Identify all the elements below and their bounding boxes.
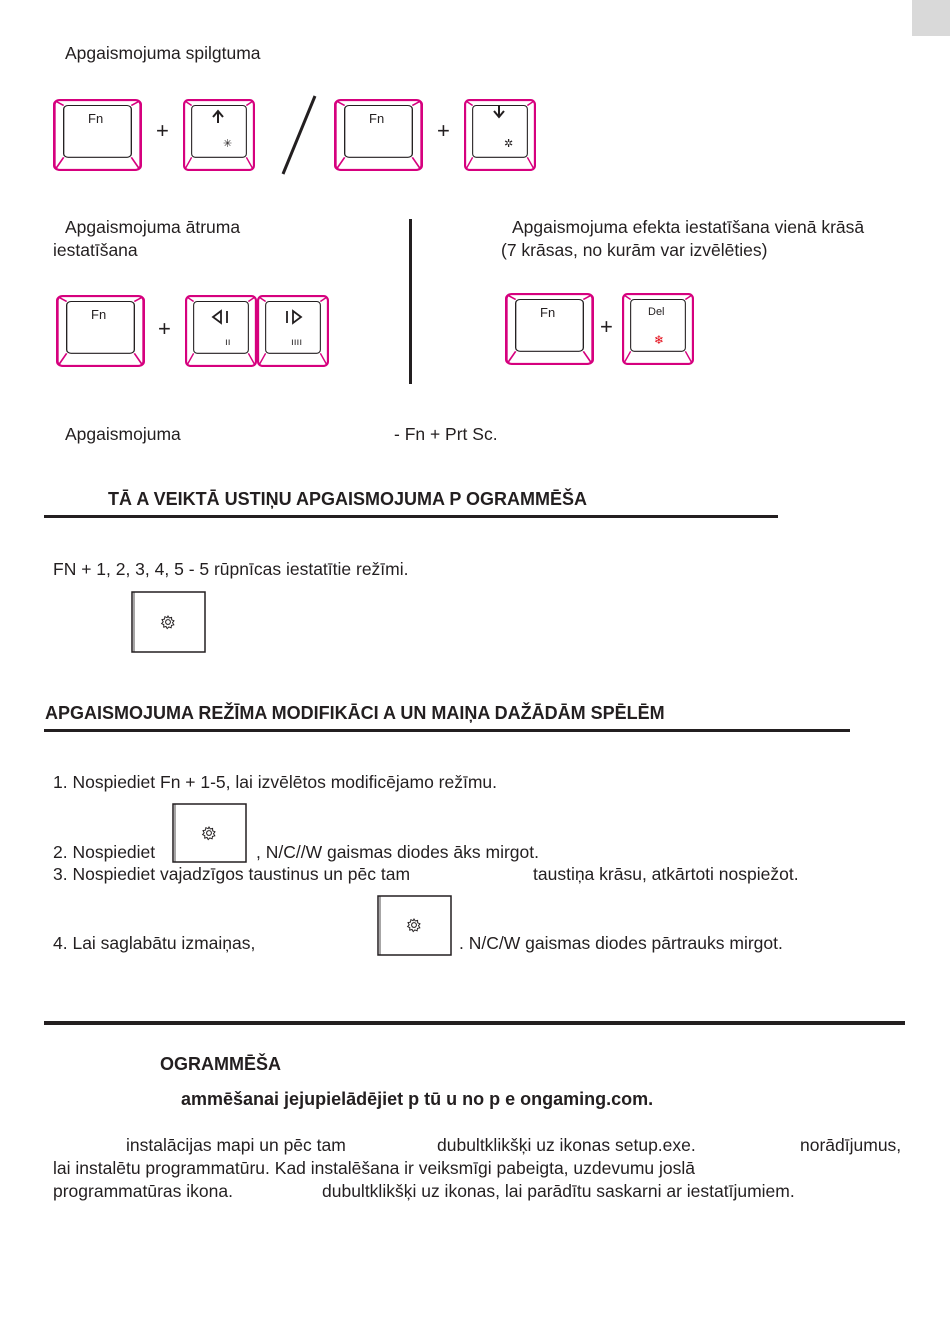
page-tab-marker xyxy=(912,0,950,36)
del-key xyxy=(622,293,694,365)
single-color-title-line1: Apgaismojuma efekta iestatīšana vienā krāsā xyxy=(512,217,865,237)
speed-title-line2: iestatīšana xyxy=(53,240,138,260)
install-text-line2: lai instalētu programmatūru. Kad instalēšana ir veiksmīgi pabeigta, uzdevumu joslā xyxy=(53,1158,695,1178)
speed-title-line1: Apgaismojuma ātruma xyxy=(65,217,241,237)
step-4-start: 4. Lai saglabātu izmaiņas, xyxy=(53,933,256,953)
install-text-line3-start: programmatūras ikona. xyxy=(53,1181,233,1201)
step-4-end: . N/C/W gaismas diodes pārtrauks mirgot. xyxy=(459,933,783,953)
single-color-title-line2: (7 krāsas, no kurām var izvēlēties) xyxy=(501,240,768,260)
sun-icon: ✳ xyxy=(223,138,233,150)
slow-marks: ıı xyxy=(225,337,231,348)
separator-slash xyxy=(275,94,321,176)
lighting-toggle-shortcut: - Fn + Prt Sc. xyxy=(394,424,498,444)
step-3-end: taustiņa krāsu, atkārtoti nospiežot. xyxy=(533,864,799,884)
mode-key xyxy=(377,895,452,956)
fn-key-label: Fn xyxy=(91,307,107,322)
lighting-toggle-label: Apgaismojuma xyxy=(65,424,181,444)
fn-key xyxy=(334,99,423,171)
fast-marks: ıııı xyxy=(291,337,303,348)
step-3-start: 3. Nospiediet vajadzīgos taustinus un pēc tam xyxy=(53,864,411,884)
fn-key xyxy=(56,295,145,367)
color-icon: ❄ xyxy=(654,333,665,347)
fn-key xyxy=(53,99,142,171)
plus-sign: + xyxy=(156,118,169,143)
download-instruction: ammēšanai jejupielādējiet p tū u no p e ongaming.com. xyxy=(181,1089,654,1109)
fn-key-label: Fn xyxy=(369,111,385,126)
install-text-part3: norādījumus, xyxy=(800,1135,902,1155)
step-1: 1. Nospiediet Fn + 1-5, lai izvēlētos modificējamo režīmu. xyxy=(53,772,498,792)
fn-key xyxy=(505,293,594,365)
section-rule xyxy=(44,1021,905,1025)
plus-sign: + xyxy=(437,118,450,143)
section-heading-modification: APGAISMOJUMA REŽĪMA MODIFIKĀCI A UN MAIŅA DAŽĀDĀM SPĒLĒM xyxy=(45,703,665,723)
install-text-part2: dubultklikšķi uz ikonas setup.exe. xyxy=(437,1135,696,1155)
dim-sun-icon: ✲ xyxy=(504,138,514,150)
mode-key xyxy=(172,803,247,863)
vertical-divider xyxy=(409,219,412,384)
del-key-label: Del xyxy=(648,306,665,318)
install-text-part1: instalācijas mapi un pēc tam xyxy=(126,1135,346,1155)
heading-rule xyxy=(44,515,778,518)
speed-up-key xyxy=(257,295,329,367)
step-2-start: 2. Nospiediet xyxy=(53,842,156,862)
mode-key xyxy=(131,591,206,653)
brightness-title: Apgaismojuma spilgtuma xyxy=(65,43,261,63)
install-text-line3-end: dubultklikšķi uz ikonas, lai parādītu saskarni ar iestatījumiem. xyxy=(322,1181,795,1201)
fn-key-label: Fn xyxy=(88,111,104,126)
brightness-down-key xyxy=(464,99,536,171)
section-heading-programming: TĀ A VEIKTĀ USTIŅU APGAISMOJUMA P OGRAMMĒŠA xyxy=(108,489,588,509)
plus-sign: + xyxy=(600,314,613,339)
speed-down-key xyxy=(185,295,257,367)
plus-sign: + xyxy=(158,316,171,341)
brightness-up-key xyxy=(183,99,255,171)
step-2-end: , N/C//W gaismas diodes āks mirgot. xyxy=(256,842,539,862)
factory-modes-text: FN + 1, 2, 3, 4, 5 - 5 rūpnīcas iestatītie režīmi. xyxy=(53,559,409,579)
section-heading-software: OGRAMMĒŠA xyxy=(160,1054,281,1074)
heading-rule xyxy=(44,729,850,732)
fn-key-label: Fn xyxy=(540,305,556,320)
